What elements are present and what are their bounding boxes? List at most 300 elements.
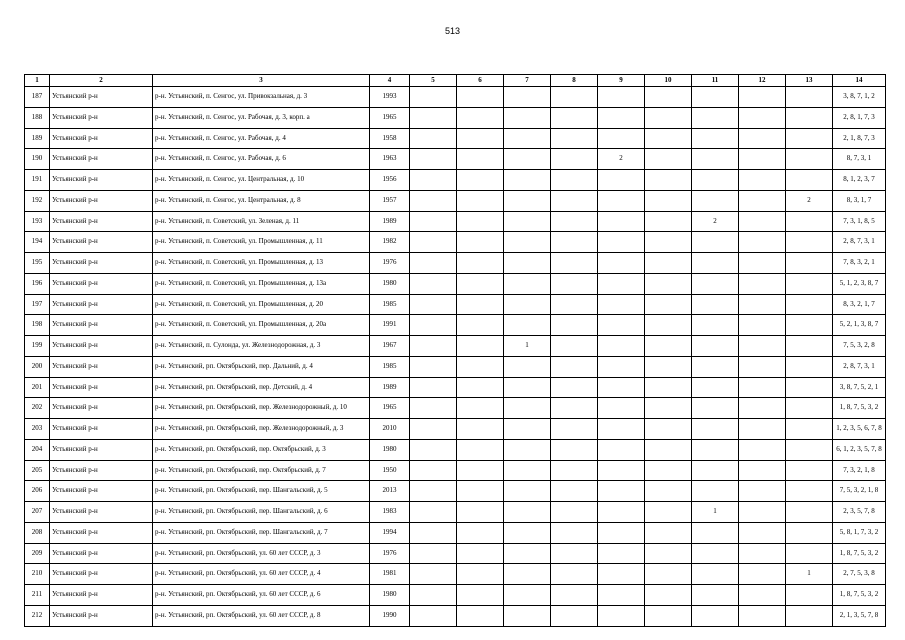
cell-col-11 [692, 87, 739, 108]
cell-col-9 [598, 564, 645, 585]
cell-row-number: 207 [25, 502, 50, 523]
cell-col-12 [739, 336, 786, 357]
cell-col-14: 2, 3, 5, 7, 8 [833, 502, 886, 523]
cell-col-14: 8, 7, 3, 1 [833, 149, 886, 170]
cell-row-number: 201 [25, 377, 50, 398]
cell-col-14: 3, 8, 7, 5, 2, 1 [833, 377, 886, 398]
cell-col-9 [598, 585, 645, 606]
cell-col-12 [739, 522, 786, 543]
cell-col-11 [692, 377, 739, 398]
cell-col-10 [645, 190, 692, 211]
cell-col-10 [645, 315, 692, 336]
cell-col-6 [457, 87, 504, 108]
header-row [25, 75, 886, 87]
cell-address: р-н. Устьянский, рп. Октябрьский, пер. Октябрьский, д. 3 [153, 439, 370, 460]
cell-col-5 [410, 585, 457, 606]
cell-year-built: 1991 [370, 315, 410, 336]
cell-year-built: 1985 [370, 356, 410, 377]
table-row [25, 336, 886, 357]
table-row [25, 543, 886, 564]
cell-col-11 [692, 336, 739, 357]
cell-col-5 [410, 605, 457, 626]
cell-col-10 [645, 460, 692, 481]
cell-district: Устьянский р-н [50, 232, 153, 253]
cell-col-12 [739, 253, 786, 274]
cell-col-12 [739, 128, 786, 149]
cell-row-number: 197 [25, 294, 50, 315]
cell-col-6 [457, 398, 504, 419]
table-row [25, 149, 886, 170]
cell-col-6 [457, 273, 504, 294]
cell-col-7 [504, 211, 551, 232]
cell-col-11 [692, 190, 739, 211]
cell-year-built: 1957 [370, 190, 410, 211]
cell-col-7 [504, 460, 551, 481]
cell-address: р-н. Устьянский, п. Советский, ул. Промышленная, д. 13 [153, 253, 370, 274]
cell-district: Устьянский р-н [50, 170, 153, 191]
cell-col-9 [598, 315, 645, 336]
cell-col-6 [457, 564, 504, 585]
cell-col-8 [551, 253, 598, 274]
cell-row-number: 189 [25, 128, 50, 149]
cell-col-10 [645, 253, 692, 274]
cell-col-7 [504, 543, 551, 564]
cell-col-6 [457, 336, 504, 357]
cell-col-14: 1, 8, 7, 5, 3, 2 [833, 398, 886, 419]
cell-col-7 [504, 605, 551, 626]
cell-col-14: 7, 5, 3, 2, 8 [833, 336, 886, 357]
cell-col-9 [598, 253, 645, 274]
cell-col-12 [739, 232, 786, 253]
cell-col-13 [786, 294, 833, 315]
cell-col-5 [410, 398, 457, 419]
cell-col-8 [551, 294, 598, 315]
cell-year-built: 1956 [370, 170, 410, 191]
cell-col-11 [692, 460, 739, 481]
cell-col-8 [551, 398, 598, 419]
cell-col-8 [551, 232, 598, 253]
cell-col-13 [786, 336, 833, 357]
column-header-1: 1 [25, 75, 50, 87]
cell-col-13 [786, 439, 833, 460]
cell-row-number: 199 [25, 336, 50, 357]
cell-col-10 [645, 481, 692, 502]
cell-col-6 [457, 211, 504, 232]
page-number: 513 [444, 26, 461, 36]
cell-row-number: 211 [25, 585, 50, 606]
cell-col-6 [457, 419, 504, 440]
cell-col-13 [786, 170, 833, 191]
cell-col-5 [410, 543, 457, 564]
cell-col-13 [786, 605, 833, 626]
table-row [25, 190, 886, 211]
cell-year-built: 1983 [370, 502, 410, 523]
cell-col-12 [739, 87, 786, 108]
cell-col-14: 2, 1, 8, 7, 3 [833, 128, 886, 149]
column-header-10: 10 [645, 75, 692, 87]
cell-col-5 [410, 419, 457, 440]
cell-col-6 [457, 522, 504, 543]
housing-registry-table [24, 74, 886, 627]
column-header-3: 3 [153, 75, 370, 87]
cell-col-11 [692, 128, 739, 149]
table-row [25, 315, 886, 336]
cell-col-10 [645, 170, 692, 191]
cell-col-6 [457, 377, 504, 398]
cell-col-11 [692, 232, 739, 253]
cell-col-11 [692, 398, 739, 419]
cell-col-8 [551, 377, 598, 398]
table-row [25, 294, 886, 315]
cell-row-number: 191 [25, 170, 50, 191]
cell-col-14: 7, 5, 3, 2, 1, 8 [833, 481, 886, 502]
cell-col-13 [786, 87, 833, 108]
cell-col-12 [739, 211, 786, 232]
cell-address: р-н. Устьянский, п. Советский, ул. Промышленная, д. 20 [153, 294, 370, 315]
cell-address: р-н. Устьянский, рп. Октябрьский, пер. Шангальский, д. 6 [153, 502, 370, 523]
table-row [25, 87, 886, 108]
table-row [25, 211, 886, 232]
cell-address: р-н. Устьянский, рп. Октябрьский, пер. Шангальский, д. 7 [153, 522, 370, 543]
cell-district: Устьянский р-н [50, 149, 153, 170]
cell-row-number: 190 [25, 149, 50, 170]
cell-row-number: 204 [25, 439, 50, 460]
column-header-4: 4 [370, 75, 410, 87]
cell-col-7 [504, 170, 551, 191]
cell-col-14: 1, 8, 7, 5, 3, 2 [833, 585, 886, 606]
cell-address: р-н. Устьянский, п. Советский, ул. Промышленная, д. 11 [153, 232, 370, 253]
cell-col-5 [410, 439, 457, 460]
cell-col-5 [410, 87, 457, 108]
cell-col-11 [692, 522, 739, 543]
cell-col-10 [645, 398, 692, 419]
cell-year-built: 1993 [370, 87, 410, 108]
cell-address: р-н. Устьянский, рп. Октябрьский, пер. Шангальский, д. 5 [153, 481, 370, 502]
cell-row-number: 195 [25, 253, 50, 274]
cell-col-12 [739, 356, 786, 377]
cell-col-5 [410, 128, 457, 149]
cell-col-5 [410, 170, 457, 191]
cell-row-number: 196 [25, 273, 50, 294]
cell-col-10 [645, 502, 692, 523]
cell-address: р-н. Устьянский, рп. Октябрьский, ул. 60 лет СССР, д. 4 [153, 564, 370, 585]
cell-col-5 [410, 481, 457, 502]
cell-district: Устьянский р-н [50, 190, 153, 211]
cell-col-5 [410, 211, 457, 232]
cell-col-7: 1 [504, 336, 551, 357]
cell-col-13 [786, 522, 833, 543]
cell-year-built: 1985 [370, 294, 410, 315]
cell-address: р-н. Устьянский, рп. Октябрьский, пер. Железнодорожный, д. 3 [153, 419, 370, 440]
cell-year-built: 1967 [370, 336, 410, 357]
cell-year-built: 1965 [370, 107, 410, 128]
cell-district: Устьянский р-н [50, 543, 153, 564]
column-header-9: 9 [598, 75, 645, 87]
cell-district: Устьянский р-н [50, 87, 153, 108]
cell-col-9 [598, 439, 645, 460]
cell-col-10 [645, 87, 692, 108]
cell-address: р-н. Устьянский, п. Советский, ул. Промышленная, д. 13а [153, 273, 370, 294]
cell-col-10 [645, 232, 692, 253]
cell-col-10 [645, 356, 692, 377]
table-row [25, 481, 886, 502]
column-header-12: 12 [739, 75, 786, 87]
cell-col-5 [410, 107, 457, 128]
cell-district: Устьянский р-н [50, 294, 153, 315]
cell-col-8 [551, 128, 598, 149]
table-row [25, 232, 886, 253]
cell-col-9 [598, 481, 645, 502]
cell-col-12 [739, 502, 786, 523]
cell-year-built: 1950 [370, 460, 410, 481]
cell-col-13 [786, 543, 833, 564]
column-header-13: 13 [786, 75, 833, 87]
cell-col-6 [457, 315, 504, 336]
cell-col-5 [410, 336, 457, 357]
cell-col-14: 1, 8, 7, 5, 3, 2 [833, 543, 886, 564]
table-row [25, 253, 886, 274]
cell-col-7 [504, 315, 551, 336]
cell-district: Устьянский р-н [50, 398, 153, 419]
cell-col-8 [551, 543, 598, 564]
cell-col-5 [410, 564, 457, 585]
cell-col-14: 3, 8, 7, 1, 2 [833, 87, 886, 108]
cell-col-12 [739, 190, 786, 211]
cell-col-8 [551, 564, 598, 585]
cell-col-7 [504, 273, 551, 294]
cell-col-10 [645, 564, 692, 585]
cell-col-7 [504, 232, 551, 253]
cell-col-10 [645, 585, 692, 606]
cell-col-8 [551, 336, 598, 357]
cell-col-7 [504, 481, 551, 502]
table-row [25, 398, 886, 419]
cell-row-number: 200 [25, 356, 50, 377]
cell-col-9 [598, 294, 645, 315]
cell-district: Устьянский р-н [50, 336, 153, 357]
cell-address: р-н. Устьянский, п. Сенгос, ул. Центральная, д. 10 [153, 170, 370, 191]
cell-col-12 [739, 107, 786, 128]
cell-row-number: 205 [25, 460, 50, 481]
cell-col-10 [645, 605, 692, 626]
cell-address: р-н. Устьянский, рп. Октябрьский, пер. Железнодорожный, д. 10 [153, 398, 370, 419]
cell-address: р-н. Устьянский, п. Сенгос, ул. Рабочая, д. 6 [153, 149, 370, 170]
cell-col-6 [457, 356, 504, 377]
cell-col-10 [645, 543, 692, 564]
cell-col-6 [457, 190, 504, 211]
cell-year-built: 1980 [370, 273, 410, 294]
cell-col-5 [410, 460, 457, 481]
cell-col-8 [551, 522, 598, 543]
cell-col-7 [504, 585, 551, 606]
cell-row-number: 212 [25, 605, 50, 626]
cell-col-13 [786, 211, 833, 232]
cell-col-7 [504, 398, 551, 419]
cell-col-9 [598, 543, 645, 564]
cell-col-6 [457, 170, 504, 191]
cell-col-13 [786, 377, 833, 398]
cell-col-8 [551, 585, 598, 606]
cell-col-9 [598, 398, 645, 419]
table-row [25, 605, 886, 626]
cell-col-9 [598, 170, 645, 191]
cell-year-built: 2010 [370, 419, 410, 440]
table-row [25, 107, 886, 128]
cell-col-12 [739, 439, 786, 460]
cell-col-12 [739, 294, 786, 315]
cell-col-9 [598, 460, 645, 481]
cell-address: р-н. Устьянский, п. Советский, ул. Зеленая, д. 11 [153, 211, 370, 232]
cell-col-8 [551, 356, 598, 377]
cell-district: Устьянский р-н [50, 128, 153, 149]
cell-col-7 [504, 190, 551, 211]
cell-address: р-н. Устьянский, рп. Октябрьский, пер. Дальний, д. 4 [153, 356, 370, 377]
cell-col-9 [598, 232, 645, 253]
cell-col-13 [786, 107, 833, 128]
cell-col-10 [645, 294, 692, 315]
cell-col-12 [739, 543, 786, 564]
cell-col-11 [692, 107, 739, 128]
cell-col-11 [692, 149, 739, 170]
cell-address: р-н. Устьянский, п. Сенгос, ул. Рабочая, д. 4 [153, 128, 370, 149]
cell-address: р-н. Устьянский, п. Сулонда, ул. Железнодорожная, д. 3 [153, 336, 370, 357]
cell-col-9 [598, 502, 645, 523]
cell-col-7 [504, 439, 551, 460]
cell-col-13 [786, 253, 833, 274]
cell-col-13 [786, 585, 833, 606]
cell-col-12 [739, 481, 786, 502]
cell-district: Устьянский р-н [50, 585, 153, 606]
cell-district: Устьянский р-н [50, 356, 153, 377]
cell-district: Устьянский р-н [50, 377, 153, 398]
cell-col-13 [786, 419, 833, 440]
cell-row-number: 192 [25, 190, 50, 211]
cell-district: Устьянский р-н [50, 253, 153, 274]
cell-col-7 [504, 356, 551, 377]
cell-col-13 [786, 398, 833, 419]
cell-col-10 [645, 522, 692, 543]
table-row [25, 356, 886, 377]
table-row [25, 522, 886, 543]
cell-col-7 [504, 419, 551, 440]
cell-col-6 [457, 232, 504, 253]
cell-col-11: 1 [692, 502, 739, 523]
cell-col-14: 5, 2, 1, 3, 8, 7 [833, 315, 886, 336]
column-header-2: 2 [50, 75, 153, 87]
table-header [25, 75, 886, 87]
cell-address: р-н. Устьянский, рп. Октябрьский, ул. 60 лет СССР, д. 3 [153, 543, 370, 564]
cell-col-14: 7, 3, 1, 8, 5 [833, 211, 886, 232]
cell-col-5 [410, 502, 457, 523]
cell-district: Устьянский р-н [50, 107, 153, 128]
column-header-14: 14 [833, 75, 886, 87]
cell-col-14: 6, 1, 2, 3, 5, 7, 8 [833, 439, 886, 460]
cell-row-number: 198 [25, 315, 50, 336]
cell-col-10 [645, 419, 692, 440]
cell-col-6 [457, 481, 504, 502]
cell-col-14: 2, 7, 5, 3, 8 [833, 564, 886, 585]
cell-col-5 [410, 377, 457, 398]
cell-col-11 [692, 605, 739, 626]
cell-col-8 [551, 419, 598, 440]
cell-col-8 [551, 273, 598, 294]
cell-col-9: 2 [598, 149, 645, 170]
cell-col-12 [739, 605, 786, 626]
cell-col-10 [645, 439, 692, 460]
cell-district: Устьянский р-н [50, 502, 153, 523]
cell-col-9 [598, 273, 645, 294]
cell-col-11 [692, 481, 739, 502]
cell-col-11: 2 [692, 211, 739, 232]
cell-col-5 [410, 232, 457, 253]
cell-col-7 [504, 253, 551, 274]
cell-col-10 [645, 149, 692, 170]
cell-col-9 [598, 211, 645, 232]
table-row [25, 460, 886, 481]
cell-col-10 [645, 336, 692, 357]
cell-col-10 [645, 128, 692, 149]
cell-row-number: 202 [25, 398, 50, 419]
cell-col-14: 2, 8, 7, 3, 1 [833, 356, 886, 377]
cell-col-8 [551, 149, 598, 170]
cell-district: Устьянский р-н [50, 439, 153, 460]
cell-col-12 [739, 585, 786, 606]
cell-year-built: 2013 [370, 481, 410, 502]
table-body [25, 87, 886, 627]
cell-year-built: 1990 [370, 605, 410, 626]
cell-col-6 [457, 585, 504, 606]
cell-col-8 [551, 460, 598, 481]
cell-col-11 [692, 315, 739, 336]
cell-col-14: 8, 1, 2, 3, 7 [833, 170, 886, 191]
cell-col-5 [410, 253, 457, 274]
cell-col-14: 2, 8, 1, 7, 3 [833, 107, 886, 128]
cell-col-13: 1 [786, 564, 833, 585]
table-row [25, 128, 886, 149]
table-row [25, 170, 886, 191]
cell-col-9 [598, 336, 645, 357]
cell-col-6 [457, 294, 504, 315]
cell-col-7 [504, 522, 551, 543]
table-row [25, 419, 886, 440]
cell-col-8 [551, 315, 598, 336]
cell-col-9 [598, 128, 645, 149]
cell-col-5 [410, 294, 457, 315]
cell-col-11 [692, 419, 739, 440]
cell-district: Устьянский р-н [50, 605, 153, 626]
cell-address: р-н. Устьянский, рп. Октябрьский, пер. Детский, д. 4 [153, 377, 370, 398]
cell-col-14: 1, 2, 3, 5, 6, 7, 8 [833, 419, 886, 440]
cell-col-11 [692, 273, 739, 294]
cell-col-12 [739, 377, 786, 398]
cell-col-13 [786, 481, 833, 502]
cell-col-9 [598, 87, 645, 108]
table-row [25, 564, 886, 585]
cell-col-9 [598, 107, 645, 128]
cell-col-5 [410, 522, 457, 543]
cell-col-7 [504, 87, 551, 108]
cell-col-14: 5, 1, 2, 3, 8, 7 [833, 273, 886, 294]
cell-col-9 [598, 377, 645, 398]
cell-district: Устьянский р-н [50, 211, 153, 232]
column-header-8: 8 [551, 75, 598, 87]
cell-year-built: 1982 [370, 232, 410, 253]
cell-col-13 [786, 149, 833, 170]
cell-col-14: 7, 8, 3, 2, 1 [833, 253, 886, 274]
cell-district: Устьянский р-н [50, 419, 153, 440]
cell-address: р-н. Устьянский, рп. Октябрьский, ул. 60 лет СССР, д. 6 [153, 585, 370, 606]
cell-col-12 [739, 170, 786, 191]
